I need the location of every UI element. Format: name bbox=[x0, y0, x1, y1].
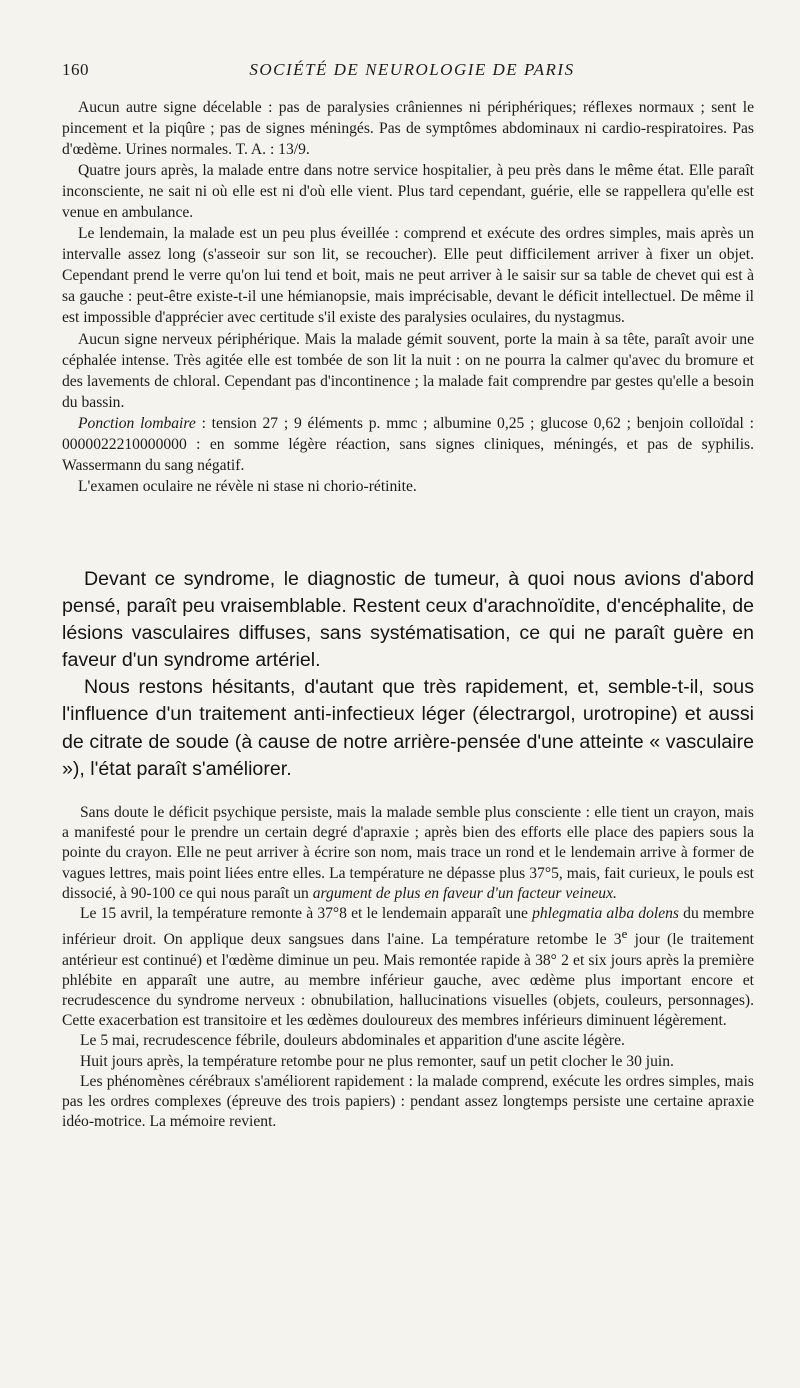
paragraph: Quatre jours après, la malade entre dans notre service hospitalier, à peu près dans le même état. Elle paraît inconsciente, ne sait ni où elle est ni d'où elle vient. Plus tard cependant, guérie, elle se rappellera qu'elle est venue en ambulance. bbox=[62, 162, 754, 222]
running-title: SOCIÉTÉ DE NEUROLOGIE DE PARIS bbox=[249, 60, 575, 79]
paragraph: Sans doute le déficit psychique persiste, mais la malade semble plus consciente : elle tient un crayon, mais a manifesté pour le prendre un certain degré d'apraxie ; après bien des efforts elle place des papiers sous la pointe du crayon. Elle ne peut arriver à écrire son nom, mais trace un rond et le lendemain arrive à former de vagues lettres, mais point liées entre elles. La température ne dépasse plus 37°5, mais, fait curieux, le pouls est dissocié, à 90-100 ce qui nous paraît un argument de plus en faveur d'un facteur veineux. bbox=[62, 804, 754, 902]
paragraph: Ponction lombaire : tension 27 ; 9 éléments p. mmc ; albumine 0,25 ; glucose 0,62 ; benjoin colloïdal : 0000022210000000 : en somme légère réaction, sans signes cliniques, méningés, et pas de syphilis. Wassermann du sang négatif. bbox=[62, 414, 754, 474]
page-number: 160 bbox=[62, 60, 89, 79]
paragraph: Le lendemain, la malade est un peu plus éveillée : comprend et exécute des ordres simples, mais après un intervalle assez long (s'asseoir sur son lit, se recoucher). Elle peut difficilement arriver à fixer un objet. Cependant prend le verre qu'on lui tend et boit, mais ne peut arriver à le saisir sur sa table de chevet qui est à sa gauche : peut-être existe-t-il une hémianopsie, mais imprécisable, devant le déficit intellectuel. De même il est impossible d'apprécier avec certitude s'il existe des paralysies oculaires, du nystagmus. bbox=[62, 225, 754, 327]
paragraph: Aucun signe nerveux périphérique. Mais la malade gémit souvent, porte la main à sa tête, paraît avoir une céphalée intense. Très agitée elle est tombée de son lit la nuit : on ne pourra la calmer qu'avec du bromure et des lavements de chloral. Cependant pas d'incontinence ; la malade fait comprendre par gestes qu'elle a besoin du bassin. bbox=[62, 330, 754, 411]
italic-term: Ponction lombaire bbox=[78, 414, 196, 432]
paragraph: Nous restons hésitants, d'autant que très rapidement, et, semble-t-il, sous l'influence d'un traitement anti-infectieux léger (électrargol, urotropine) et aussi de citrate de soude (à cause de notre arrière-pensée d'une atteinte « vasculaire »), l'état paraît s'améliorer. bbox=[62, 676, 754, 780]
italic-phrase: argument de plus en faveur d'un facteur veineux. bbox=[312, 884, 617, 902]
superscript: e bbox=[621, 926, 628, 942]
paragraph: Huit jours après, la température retombe pour ne plus remonter, sauf un petit clocher le 30 juin. bbox=[80, 1052, 674, 1070]
paragraph: L'examen oculaire ne révèle ni stase ni chorio-rétinite. bbox=[78, 477, 417, 495]
case-report-section bbox=[62, 97, 754, 497]
paragraph: Aucun autre signe décelable : pas de paralysies crâniennes ni périphériques; réflexes normaux ; sent le pincement et la piqûre ; pas de signes méningés. Pas de symptômes abdominaux ni cardio-respiratoires. Pas d'œdème. Urines normales. T. A. : 13/9. bbox=[62, 99, 754, 159]
paragraph: Le 15 avril, la température remonte à 37°8 et le lendemain apparaît une phlegmatia alba dolens du membre inférieur droit. On applique deux sangsues dans l'aine. La température retombe le 3e jour (le traitement antérieur est continué) et l'œdème diminue un peu. Mais remontée rapide à 38° 2 et six jours après la première phlébite en apparaît une autre, au membre inférieur gauche, avec œdème plus important encore et recrudescence du syndrome nerveux : obnubilation, hallucinations visuelles (objets, couleurs, personnages). Cette exacerbation est transitoire et les œdèmes douloureux des membres inférieurs diminuent légèrement. bbox=[62, 905, 754, 1030]
page-header bbox=[62, 60, 762, 90]
italic-term: phlegmatia alba dolens bbox=[532, 905, 679, 923]
paragraph: Les phénomènes cérébraux s'améliorent rapidement : la malade comprend, exécute les ordres simples, mais pas les ordres complexes (épreuve des trois papiers) : pendant assez longtemps persiste une certaine apraxie idéo-motrice. La mémoire revient. bbox=[62, 1072, 754, 1131]
paragraph: Devant ce syndrome, le diagnostic de tumeur, à quoi nous avions d'abord pensé, paraît peu vraisemblable. Restent ceux d'arachnoïdite, d'encéphalite, de lésions vasculaires diffuses, sans systématisation, ce qui ne paraît guère en faveur d'un syndrome artériel. bbox=[62, 568, 754, 672]
paragraph: Le 5 mai, recrudescence fébrile, douleurs abdominales et apparition d'une ascite légère. bbox=[80, 1032, 625, 1050]
evolution-section bbox=[62, 803, 754, 1132]
discussion-section bbox=[62, 566, 754, 783]
